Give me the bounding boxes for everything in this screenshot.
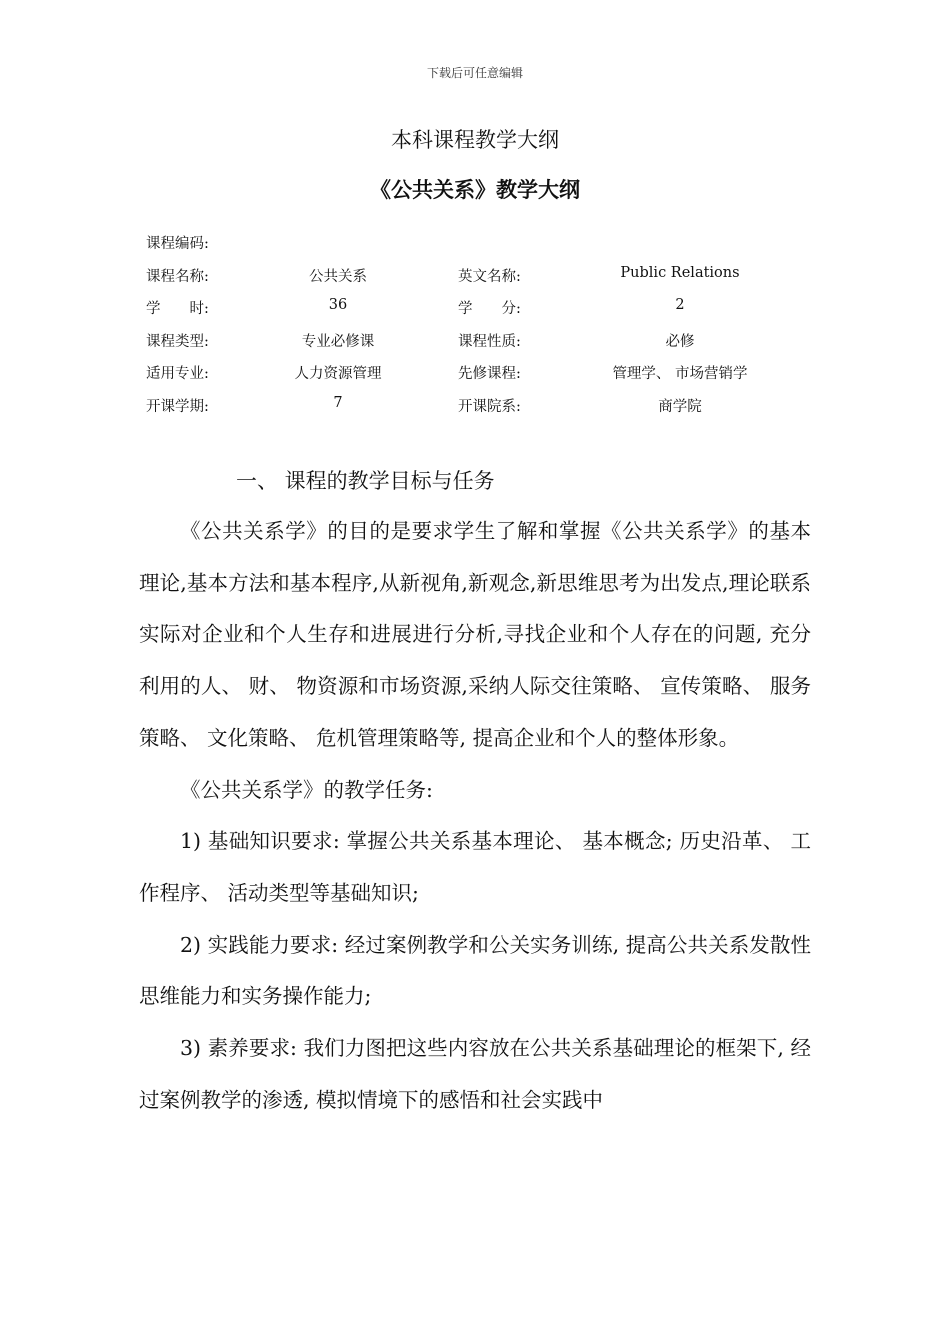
course-info-table [146, 224, 826, 419]
course-info-row [146, 354, 826, 387]
info-value: 商学院 [658, 398, 702, 415]
info-label: 开课学期: [146, 398, 209, 415]
info-label: 学 时: [146, 301, 209, 317]
info-value: 管理学、 市场营销学 [612, 366, 748, 382]
info-value: 7 [333, 394, 343, 411]
paragraph-task-practice: 2) 实践能力要求: 经过案例教学和公关实务训练, 提高公共关系发散性思维能力和实务操作能力; [139, 932, 811, 1009]
paragraph-task-knowledge: 1) 基础知识要求: 掌握公共关系基本理论、 基本概念; 历史沿革、 工作程序、 活动类型等基础知识; [139, 829, 811, 905]
info-label: 课程名称: [146, 268, 209, 285]
document-subtitle: 《公共关系》教学大纲 [370, 177, 580, 202]
course-code-label: 课程编码: [146, 236, 209, 252]
info-label: 课程性质: [458, 333, 521, 350]
info-label: 先修课程: [458, 366, 521, 382]
course-code-row [146, 224, 826, 257]
course-info-row [146, 387, 826, 420]
course-info-row [146, 322, 826, 355]
info-value: 公共关系 [309, 268, 367, 285]
info-label: 学 分: [458, 301, 521, 317]
paragraph-tasks-intro: 《公共关系学》的教学任务: [180, 777, 433, 802]
course-info-row [146, 289, 826, 322]
info-label: 英文名称: [458, 268, 521, 285]
section-heading: 一、 课程的教学目标与任务 [236, 469, 495, 493]
info-label: 开课院系: [458, 398, 521, 415]
info-label: 课程类型: [146, 333, 209, 350]
info-value: 36 [328, 297, 348, 313]
info-value: 人力资源管理 [294, 366, 382, 382]
document-title: 本科课程教学大纲 [391, 128, 559, 152]
info-value: 2 [675, 297, 685, 313]
paragraph-task-quality: 3) 素养要求: 我们力图把这些内容放在公共关系基础理论的框架下, 经过案例教学的渗透, 模拟情境下的感悟和社会实践中 [139, 1036, 811, 1112]
info-value: 专业必修课 [301, 333, 375, 350]
course-info-row [146, 257, 826, 290]
info-label: 适用专业: [146, 366, 209, 382]
section-body [139, 506, 811, 1126]
info-value: 必修 [665, 333, 695, 350]
header-note: 下载后可任意编辑 [426, 66, 523, 80]
paragraph-objective: 《公共关系学》的目的是要求学生了解和掌握《公共关系学》的基本理论,基本方法和基本程序,从新视角,新观念,新思维思考为出发点,理论联系实际对企业和个人生存和进展进行分析,寻找企业和个人存在的问题, 充分利用的人、 财、 物资源和市场资源,采纳人际交往策略、 宣传策略、 服务策略、 文化策略、 危机管理策略等, 提高企业和个人的整体形象。 [139, 519, 811, 750]
info-value: Public Relations [620, 264, 740, 281]
